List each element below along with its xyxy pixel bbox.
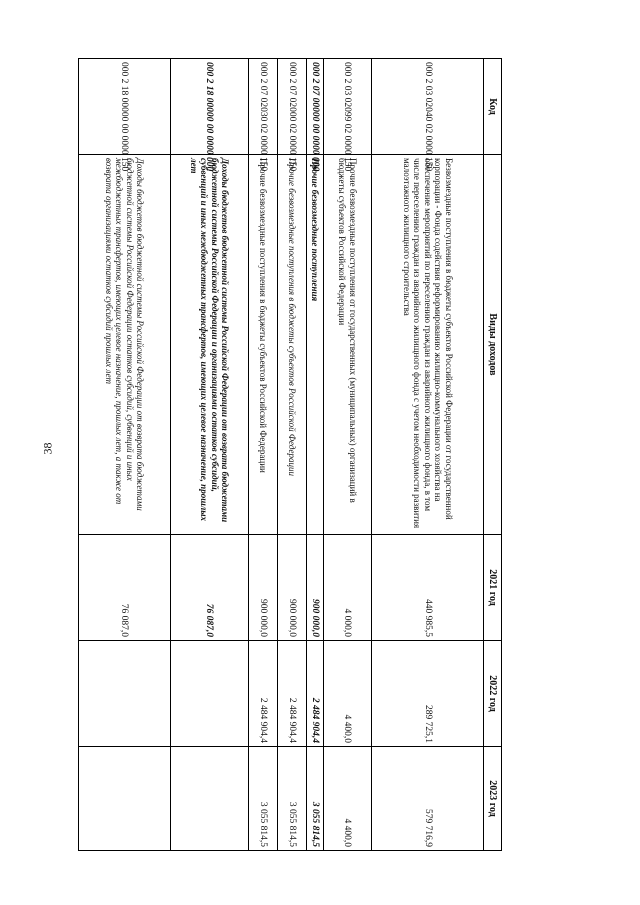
row-code: 000 2 03 02099 02 0000 150 bbox=[323, 59, 371, 155]
row-name: Прочие безвозмездные поступления в бюджеты субъектов Российской Федерации bbox=[248, 155, 277, 535]
row-code: 000 2 07 02000 02 0000 150 bbox=[278, 59, 307, 155]
page-number: 38 bbox=[40, 442, 55, 455]
row-value-2022 bbox=[170, 641, 248, 747]
table-row bbox=[307, 59, 324, 851]
row-code: 000 2 18 00000 00 0000 000 bbox=[170, 59, 248, 155]
row-name: Доходы бюджетов бюджетной системы Российской Федерации от возврата бюджетами бюджетной системы Российской Федерации остатков субсидий, субвенций и иных межбюджетных трансфертов, имеющих целевое назначение, прошлых лет, а также от возврата организациями остатков субсидий прошлых лет bbox=[79, 155, 171, 535]
row-code: 000 2 07 02030 02 0000 150 bbox=[248, 59, 277, 155]
row-value-2023: 579 716,9 bbox=[371, 747, 484, 851]
row-code: 000 2 18 00000 00 0000 150 bbox=[79, 59, 171, 155]
row-name: Безвозмездные поступления в бюджеты субъектов Российской Федерации от государственной корпорации - Фонда содействия реформированию жилищно-коммунального хозяйства на обеспечение мероприятий по переселению граждан из аварийного жилищного фонда, в том числе переселению граждан из аварийного жилищного фонда с учетом необходимости развития малоэтажного жилищного строительства bbox=[371, 155, 484, 535]
row-value-2023: 3 055 814,5 bbox=[278, 747, 307, 851]
row-value-2022: 4 400,0 bbox=[323, 641, 371, 747]
table-row bbox=[79, 59, 171, 851]
table-row bbox=[323, 59, 371, 851]
row-value-2022: 2 484 904,4 bbox=[278, 641, 307, 747]
row-value-2022 bbox=[79, 641, 171, 747]
revenue-table bbox=[78, 58, 502, 851]
row-value-2021: 4 000,0 bbox=[323, 535, 371, 641]
table-row bbox=[248, 59, 277, 851]
header-2021: 2021 год bbox=[484, 535, 502, 641]
row-value-2021: 900 000,0 bbox=[278, 535, 307, 641]
row-name: Прочие безвозмездные поступления в бюджеты субъектов Российской Федерации bbox=[278, 155, 307, 535]
row-value-2021: 76 087,0 bbox=[79, 535, 171, 641]
row-code: 000 2 07 00000 00 0000 000 bbox=[307, 59, 324, 155]
table-row bbox=[371, 59, 484, 851]
row-value-2021: 440 985,5 bbox=[371, 535, 484, 641]
row-name: Прочие безвозмездные поступления bbox=[307, 155, 324, 535]
row-value-2023: 4 400,0 bbox=[323, 747, 371, 851]
header-code: Код bbox=[484, 59, 502, 155]
row-value-2022: 2 484 904,4 bbox=[307, 641, 324, 747]
row-name: Доходы бюджетов бюджетной системы Российской Федерации от возврата бюджетами бюджетной системы Российской Федерации и организациями остатков субсидий, субвенций и иных межбюджетных трансфертов, имеющих целевое назначение, прошлых лет bbox=[170, 155, 248, 535]
header-name: Виды доходов bbox=[484, 155, 502, 535]
row-code: 000 2 03 02040 02 0000 150 bbox=[371, 59, 484, 155]
table-row bbox=[170, 59, 248, 851]
row-value-2023 bbox=[79, 747, 171, 851]
row-value-2022: 289 725,1 bbox=[371, 641, 484, 747]
row-name: Прочие безвозмездные поступления от государственных (муниципальных) организаций в бюджеты субъектов Российской Федерации bbox=[323, 155, 371, 535]
row-value-2021: 76 087,0 bbox=[170, 535, 248, 641]
row-value-2021: 900 000,0 bbox=[248, 535, 277, 641]
table-row bbox=[278, 59, 307, 851]
rotated-table-container bbox=[78, 58, 502, 850]
row-value-2023: 3 055 814,5 bbox=[307, 747, 324, 851]
header-2022: 2022 год bbox=[484, 641, 502, 747]
row-value-2021: 900 000,0 bbox=[307, 535, 324, 641]
table-header-row bbox=[484, 59, 502, 851]
row-value-2023: 3 055 814,5 bbox=[248, 747, 277, 851]
header-2023: 2023 год bbox=[484, 747, 502, 851]
row-value-2022: 2 484 904,4 bbox=[248, 641, 277, 747]
row-value-2023 bbox=[170, 747, 248, 851]
